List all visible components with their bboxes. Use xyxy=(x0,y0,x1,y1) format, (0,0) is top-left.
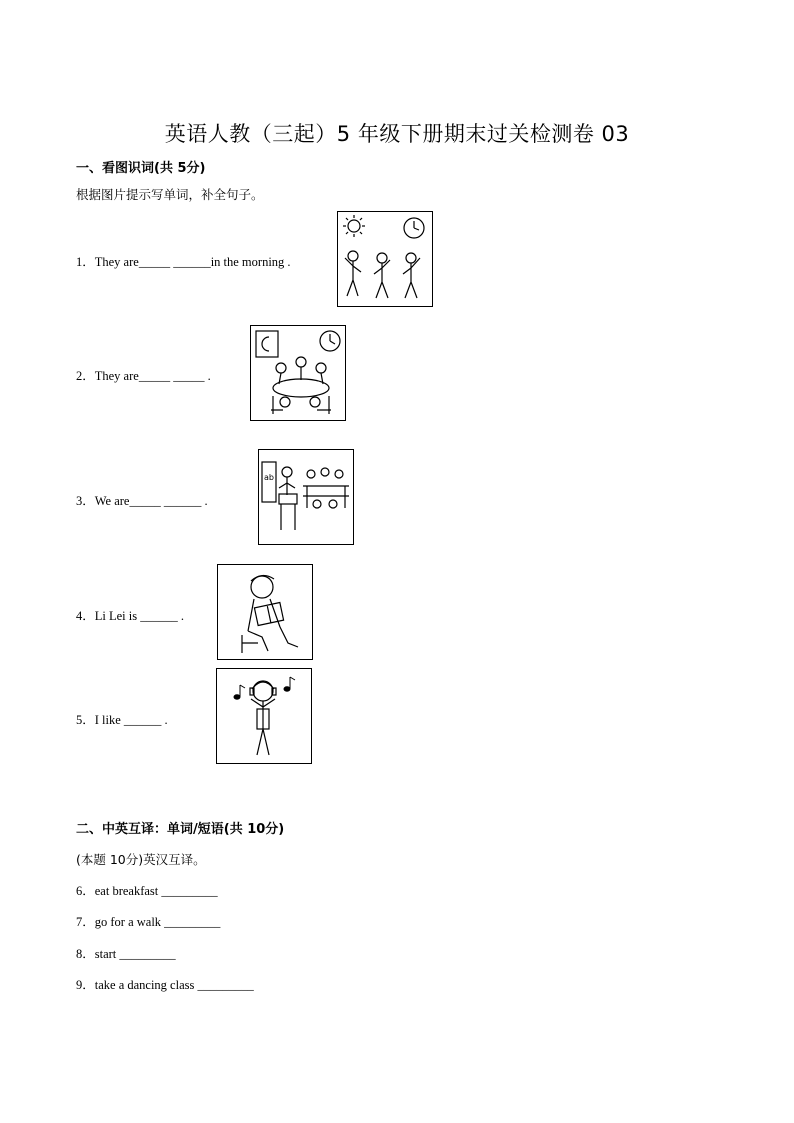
question-2: 2．They are_____ _____ . xyxy=(76,369,211,383)
question-4: 4．Li Lei is ______ . xyxy=(76,609,184,623)
page-title: 英语人教（三起）5 年级下册期末过关检测卷 03 xyxy=(164,122,630,146)
sun-icon xyxy=(343,215,365,237)
translation-item-6: 6．eat breakfast _________ xyxy=(76,884,218,898)
family-dinner-picture xyxy=(250,325,346,421)
translation-item-9: 9．take a dancing class _________ xyxy=(76,978,254,992)
clock-icon xyxy=(404,218,424,238)
translation-item-8: 8．start _________ xyxy=(76,947,176,961)
question-1: 1．They are_____ ______in the morning . xyxy=(76,255,291,269)
svg-text:ab: ab xyxy=(264,473,274,482)
section-1-heading: 一、看图识词(共 5分) xyxy=(76,161,206,176)
section-2-heading: 二、中英互译：单词/短语(共 10分) xyxy=(76,822,285,837)
clock-icon xyxy=(320,331,340,351)
boy-listening-music-picture xyxy=(216,668,312,764)
boy-reading-book-picture xyxy=(217,564,313,660)
moon-icon xyxy=(262,337,269,351)
question-5: 5．I like ______ . xyxy=(76,713,168,727)
question-3: 3．We are_____ ______ . xyxy=(76,494,208,508)
morning-exercise-picture xyxy=(337,211,433,307)
classroom-lesson-picture xyxy=(258,449,354,545)
translation-item-7: 7．go for a walk _________ xyxy=(76,915,221,929)
section-2-instruction: (本题 10分)英汉互译。 xyxy=(76,852,206,867)
music-note-icon xyxy=(234,677,295,699)
section-1-instruction: 根据图片提示写单词，补全句子。 xyxy=(76,187,264,202)
